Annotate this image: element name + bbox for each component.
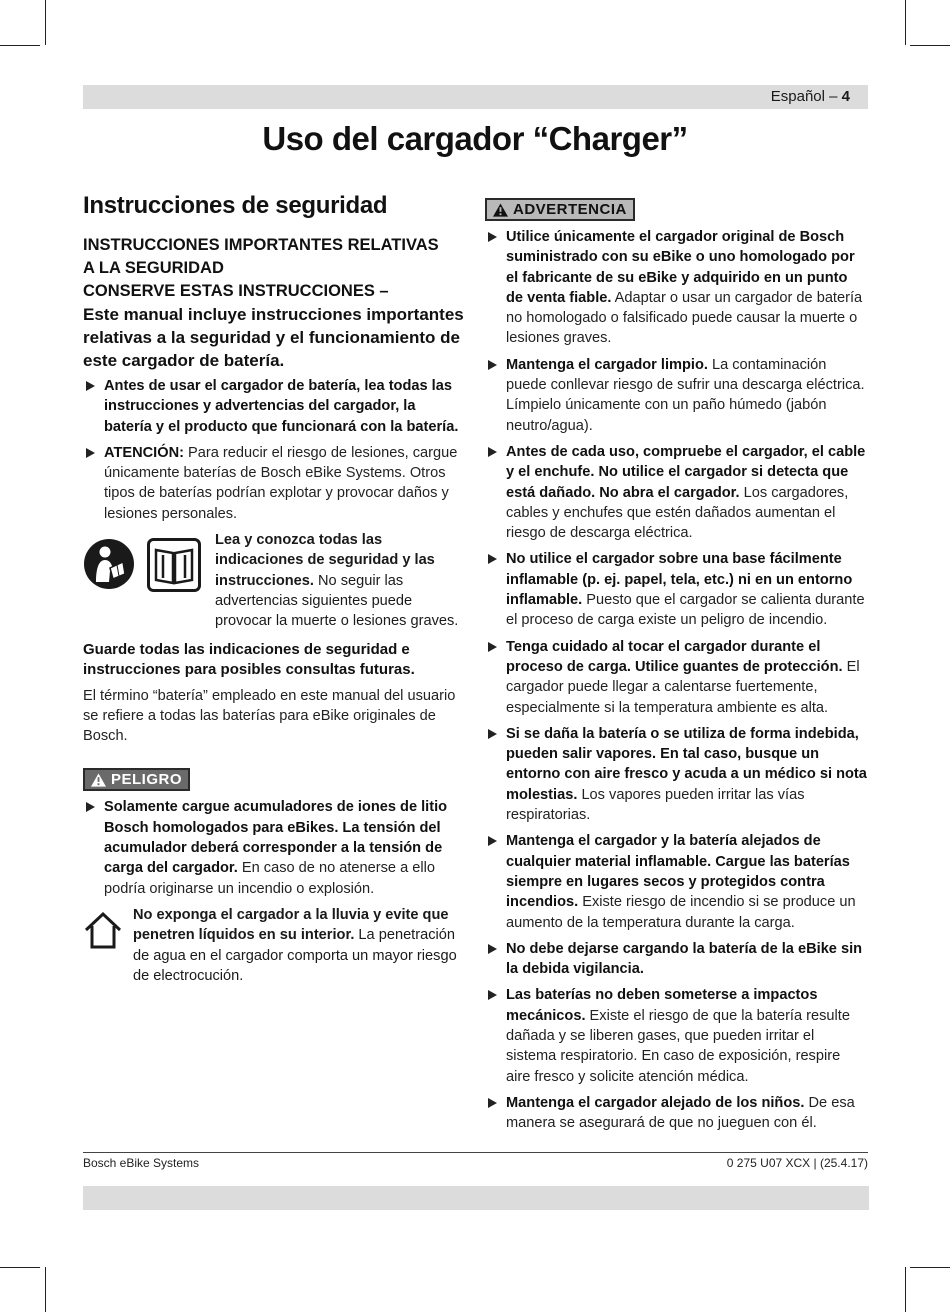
right-column <box>485 198 868 1139</box>
list-item: Utilice únicamente el cargador original de Bosch suministrado con su eBike o uno homologado por el fabricante de su eBike y adquirido en un punto de venta fiable. Adaptar o usar un cargador de batería no homologado o falsificado puede causar la muerte o lesiones graves. <box>485 227 868 349</box>
crop-mark <box>910 45 950 46</box>
section-heading: Instrucciones de seguridad <box>83 192 388 219</box>
list-item: Mantenga el cargador alejado de los niños. De esa manera se asegurará de que no jueguen con él. <box>485 1093 868 1134</box>
list-item: Mantenga el cargador limpio. La contaminación puede conllevar riesgo de sufrir una descarga eléctrica. Límpielo únicamente con un paño húmedo (jabón neutro/agua). <box>485 355 868 436</box>
list-item: Antes de cada uso, compruebe el cargador, el cable y el enchufe. No utilice el cargador si detecta que está dañado. No abra el cargador. Los cargadores, cables y enchufes que estén dañados aumentan el riesgo de descarga eléctrica. <box>485 442 868 543</box>
caps-heading-line: A LA SEGURIDAD <box>83 259 224 277</box>
footer-document-code: 0 275 U07 XCX | (25.4.17) <box>726 1156 868 1170</box>
list-item: Tenga cuidado al tocar el cargador durante el proceso de carga. Utilice guantes de protección. El cargador puede llegar a calentarse fuertemente, especialmente si la temperatura ambiente es alta. <box>485 637 868 718</box>
list-item: No debe dejarse cargando la batería de la eBike sin la debida vigilancia. <box>485 939 868 980</box>
manual-book-icon <box>147 538 201 631</box>
header-bar <box>83 85 868 109</box>
caps-heading-line: CONSERVE ESTAS INSTRUCCIONES – <box>83 282 389 300</box>
icon-group <box>83 530 215 631</box>
indoor-use-note <box>83 905 465 986</box>
warning-triangle-icon <box>91 773 106 787</box>
crop-mark <box>910 1267 950 1268</box>
crop-mark <box>0 45 40 46</box>
footer-bar <box>83 1186 869 1210</box>
warning-triangle-icon <box>493 203 508 217</box>
warning-label: ADVERTENCIA <box>485 198 635 221</box>
indoor-use-text: No exponga el cargador a la lluvia y evite que penetren líquidos en su interior. La penetración de agua en el cargador comporta un mayor riesgo de electrocución. <box>133 906 457 984</box>
lead-paragraph: Este manual incluye instrucciones importantes relativas a la seguridad y el funcionamiento de este cargador de batería. <box>83 305 464 370</box>
list-item: ATENCIÓN: Para reducir el riesgo de lesiones, cargue únicamente baterías de Bosch eBike Systems. Otros tipos de baterías podrían explotar y provocar daños y lesiones personales. <box>83 443 465 524</box>
crop-mark <box>45 0 46 45</box>
read-manual-icon <box>83 538 135 631</box>
warning-bullets <box>485 227 868 1133</box>
caps-heading-line: INSTRUCCIONES IMPORTANTES RELATIVAS <box>83 236 439 254</box>
crop-mark <box>905 0 906 45</box>
safety-bullets <box>83 376 465 524</box>
footer-divider <box>83 1152 868 1153</box>
crop-mark <box>905 1267 906 1312</box>
list-item: No utilice el cargador sobre una base fácilmente inflamable (p. ej. papel, tela, etc.) ni en un entorno inflamable. Puesto que el cargador se calienta durante el proceso de carga existe un peligro de incendio. <box>485 549 868 630</box>
read-instructions-note <box>83 530 465 631</box>
footer-company: Bosch eBike Systems <box>83 1156 200 1170</box>
read-instructions-text: Lea y conozca todas las indicaciones de seguridad y las instrucciones. No seguir las advertencias siguientes puede provocar la muerte o lesiones graves. <box>215 532 459 630</box>
battery-term-note: El término “batería” empleado en este manual del usuario se refiere a todas las baterías para eBike originales de Bosch. <box>83 687 456 745</box>
list-item: Si se daña la batería o se utiliza de forma indebida, pueden salir vapores. En tal caso, busque un entorno con aire fresco y acuda a un médico si nota molestias. Los vapores pueden irritar las vías respiratorias. <box>485 724 868 825</box>
danger-bullets <box>83 797 465 898</box>
danger-label: PELIGRO <box>83 768 190 791</box>
crop-mark <box>0 1267 40 1268</box>
list-item: Solamente cargue acumuladores de iones de litio Bosch homologados para eBikes. La tensión del acumulador deberá corresponder a la tensión de carga del cargador. En caso de no atenerse a ello podría originarse un incendio o explosión. <box>83 797 465 898</box>
header-language-page: Español – 4 <box>770 88 850 105</box>
list-item: Mantenga el cargador y la batería alejados de cualquier material inflamable. Cargue las baterías siempre en lugares secos y protegidos contra incendios. Existe riesgo de incendio si se produce un aumento de la temperatura durante la carga. <box>485 831 868 932</box>
list-item: Antes de usar el cargador de batería, lea todas las instrucciones y advertencias del cargador, la batería y el producto que funcionará con la batería. <box>83 376 465 437</box>
keep-instructions-note: Guarde todas las indicaciones de seguridad e instrucciones para posibles consultas futuras. <box>83 640 415 678</box>
page-number: 4 <box>841 88 850 105</box>
list-item: Las baterías no deben someterse a impactos mecánicos. Existe el riesgo de que la batería resulte dañada y se liberen gases, que pueden irritar el sistema respiratorio. En caso de exposición, respire aire fresco y solicite atención médica. <box>485 985 868 1086</box>
left-column <box>83 192 465 986</box>
indoor-use-house-icon <box>83 911 123 949</box>
page-title: Uso del cargador “Charger” <box>262 120 688 157</box>
icon-wrapper <box>83 905 133 986</box>
crop-mark <box>45 1267 46 1312</box>
